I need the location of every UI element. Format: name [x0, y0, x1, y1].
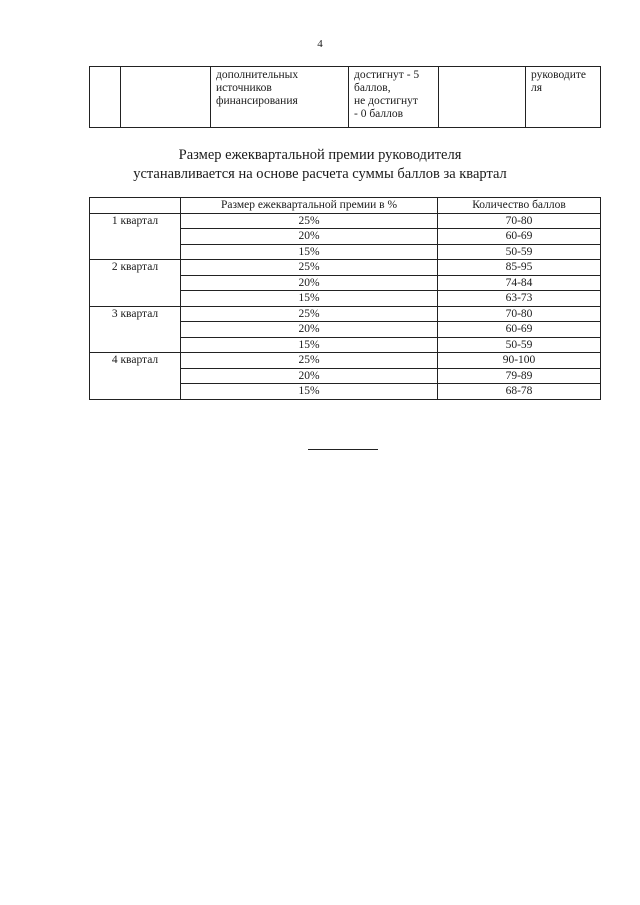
header-points: Количество баллов: [438, 198, 601, 214]
heading-line-2: устанавливается на основе расчета суммы баллов за квартал: [133, 166, 507, 182]
header-percent: Размер ежеквартальной премии в %: [181, 198, 438, 214]
points-cell: 68-78: [438, 384, 601, 400]
percent-cell: 20%: [181, 275, 438, 291]
percent-cell: 25%: [181, 260, 438, 276]
percent-cell: 15%: [181, 291, 438, 307]
continuation-table: [89, 66, 601, 128]
scoring-criteria-cell: [349, 67, 439, 128]
table-row: [90, 306, 601, 322]
responsible-cell: [526, 67, 601, 128]
continuation-cell-2: [121, 67, 211, 128]
funding-sources-cell: [211, 67, 349, 128]
section-heading: [0, 146, 640, 184]
percent-cell: 15%: [181, 337, 438, 353]
heading-line-1: Размер ежеквартальной премии руководителя: [178, 147, 462, 163]
points-cell: 79-89: [438, 368, 601, 384]
points-cell: 50-59: [438, 337, 601, 353]
points-cell: 60-69: [438, 322, 601, 338]
table-row: [90, 353, 601, 369]
points-cell: 70-80: [438, 213, 601, 229]
continuation-row: [90, 67, 601, 128]
percent-cell: 20%: [181, 229, 438, 245]
points-cell: 50-59: [438, 244, 601, 260]
cell-text-line: дополнительных: [216, 69, 299, 81]
table-row: [90, 260, 601, 276]
cell-text-line: руководите: [531, 69, 587, 81]
percent-cell: 20%: [181, 322, 438, 338]
percent-cell: 25%: [181, 213, 438, 229]
points-cell: 74-84: [438, 275, 601, 291]
cell-text-line: источников: [216, 82, 272, 94]
page-number: 4: [317, 38, 323, 50]
cell-text-line: ля: [531, 82, 543, 94]
cell-text-line: достигнут - 5: [354, 69, 420, 81]
cell-text-line: не достигнут: [354, 95, 418, 107]
points-cell: 63-73: [438, 291, 601, 307]
percent-cell: 25%: [181, 353, 438, 369]
continuation-cell-1: [90, 67, 121, 128]
continuation-cell-5: [439, 67, 526, 128]
points-cell: 70-80: [438, 306, 601, 322]
header-quarter: [90, 198, 181, 214]
cell-text-line: баллов,: [354, 82, 391, 94]
quarter-label: 3 квартал: [90, 306, 181, 353]
points-cell: 90-100: [438, 353, 601, 369]
percent-cell: 20%: [181, 368, 438, 384]
cell-text-line: - 0 баллов: [354, 108, 404, 120]
percent-cell: 15%: [181, 384, 438, 400]
quarter-label: 4 квартал: [90, 353, 181, 400]
points-cell: 85-95: [438, 260, 601, 276]
quarter-label: 2 квартал: [90, 260, 181, 307]
premium-table-header-row: [90, 198, 601, 214]
percent-cell: 15%: [181, 244, 438, 260]
closing-divider: [308, 449, 378, 450]
percent-cell: 25%: [181, 306, 438, 322]
table-row: [90, 213, 601, 229]
points-cell: 60-69: [438, 229, 601, 245]
cell-text-line: финансирования: [216, 95, 298, 107]
quarter-label: 1 квартал: [90, 213, 181, 260]
premium-table: [89, 197, 601, 400]
